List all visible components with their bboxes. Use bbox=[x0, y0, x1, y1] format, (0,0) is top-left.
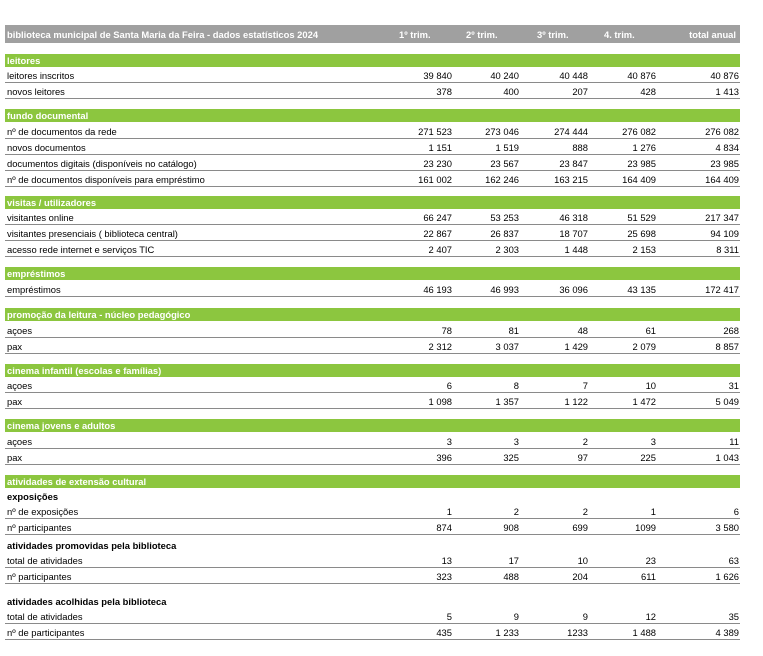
section-fundo-documental bbox=[5, 109, 740, 122]
cell-total: 6 bbox=[733, 506, 739, 517]
cell-q3: 1 122 bbox=[564, 396, 588, 407]
row-label: nº de documentos da rede bbox=[7, 126, 117, 137]
table-row bbox=[5, 378, 740, 393]
cell-q3: 10 bbox=[577, 555, 588, 566]
cell-q4: 276 082 bbox=[622, 126, 656, 137]
cell-q1: 46 193 bbox=[423, 284, 452, 295]
row-label: nº de exposições bbox=[7, 506, 79, 517]
cell-q2: 26 837 bbox=[490, 228, 519, 239]
cell-total: 8 857 bbox=[715, 341, 739, 352]
cell-total: 94 109 bbox=[710, 228, 739, 239]
section-visitas bbox=[5, 196, 740, 209]
subheading-promovidas bbox=[5, 538, 740, 552]
section-title: cinema jovens e adultos bbox=[7, 420, 116, 431]
cell-q1: 5 bbox=[446, 611, 452, 622]
cell-q4: 12 bbox=[645, 611, 656, 622]
subheading-label: exposições bbox=[7, 491, 59, 502]
section-cinema-infantil bbox=[5, 364, 740, 377]
cell-q2: 46 993 bbox=[490, 284, 519, 295]
section-title: empréstimos bbox=[7, 268, 66, 279]
cell-q4: 40 876 bbox=[627, 70, 656, 81]
cell-total: 1 043 bbox=[715, 452, 739, 463]
cell-q4: 2 079 bbox=[632, 341, 656, 352]
header-col-4: 4. trim. bbox=[604, 29, 635, 40]
cell-q2: 2 bbox=[513, 506, 519, 517]
cell-q3: 163 215 bbox=[554, 174, 588, 185]
cell-q1: 78 bbox=[441, 325, 452, 336]
cell-q2: 8 bbox=[513, 380, 519, 391]
cell-q4: 225 bbox=[640, 452, 656, 463]
cell-q1: 161 002 bbox=[418, 174, 452, 185]
table-row bbox=[5, 450, 740, 465]
header-col-3: 3º trim. bbox=[537, 29, 569, 40]
row-label: pax bbox=[7, 341, 23, 352]
row-label: nº participantes bbox=[7, 522, 72, 533]
cell-q2: 488 bbox=[503, 571, 519, 582]
cell-total: 40 876 bbox=[710, 70, 739, 81]
cell-total: 276 082 bbox=[705, 126, 739, 137]
section-title: fundo documental bbox=[7, 110, 89, 121]
cell-q1: 396 bbox=[436, 452, 452, 463]
cell-total: 268 bbox=[723, 325, 739, 336]
cell-q1: 23 230 bbox=[423, 158, 452, 169]
section-title: cinema infantil (escolas e famílias) bbox=[7, 365, 162, 376]
cell-q3: 274 444 bbox=[554, 126, 588, 137]
cell-q3: 2 bbox=[582, 436, 588, 447]
cell-q1: 378 bbox=[436, 86, 452, 97]
cell-total: 164 409 bbox=[705, 174, 739, 185]
cell-q4: 23 bbox=[645, 555, 656, 566]
table-row bbox=[5, 504, 740, 519]
cell-q1: 271 523 bbox=[418, 126, 452, 137]
cell-q4: 23 985 bbox=[627, 158, 656, 169]
cell-q1: 2 407 bbox=[428, 244, 452, 255]
table-row bbox=[5, 210, 740, 225]
cell-q1: 66 247 bbox=[423, 212, 452, 223]
table-row bbox=[5, 569, 740, 584]
cell-q2: 2 303 bbox=[495, 244, 519, 255]
header-col-2: 2º trim. bbox=[466, 29, 498, 40]
table-row bbox=[5, 609, 740, 624]
cell-q3: 2 bbox=[582, 506, 588, 517]
cell-q1: 13 bbox=[441, 555, 452, 566]
section-title: visitas / utilizadores bbox=[7, 197, 97, 208]
cell-q3: 699 bbox=[572, 522, 588, 533]
section-extensao-cultural bbox=[5, 475, 740, 488]
cell-q4: 164 409 bbox=[622, 174, 656, 185]
cell-q3: 48 bbox=[577, 325, 588, 336]
table-row bbox=[5, 84, 740, 99]
section-emprestimos bbox=[5, 267, 740, 280]
cell-total: 4 389 bbox=[715, 627, 739, 638]
cell-q4: 428 bbox=[640, 86, 656, 97]
cell-q1: 874 bbox=[436, 522, 452, 533]
subheading-label: atividades promovidas pela biblioteca bbox=[7, 540, 177, 551]
cell-q3: 18 707 bbox=[559, 228, 588, 239]
cell-q2: 162 246 bbox=[485, 174, 519, 185]
cell-q4: 61 bbox=[645, 325, 656, 336]
row-label: visitantes online bbox=[7, 212, 74, 223]
cell-q4: 51 529 bbox=[627, 212, 656, 223]
table-row bbox=[5, 226, 740, 241]
cell-q2: 3 037 bbox=[495, 341, 519, 352]
cell-total: 1 413 bbox=[715, 86, 739, 97]
cell-total: 1 626 bbox=[715, 571, 739, 582]
row-label: pax bbox=[7, 452, 23, 463]
cell-q1: 22 867 bbox=[423, 228, 452, 239]
row-label: acesso rede internet e serviços TIC bbox=[7, 244, 155, 255]
row-label: nº de participantes bbox=[7, 627, 85, 638]
cell-total: 217 347 bbox=[705, 212, 739, 223]
row-label: total de atividades bbox=[7, 555, 83, 566]
cell-q2: 400 bbox=[503, 86, 519, 97]
header-col-total: total anual bbox=[689, 29, 736, 40]
cell-q3: 1 429 bbox=[564, 341, 588, 352]
cell-q1: 323 bbox=[436, 571, 452, 582]
cell-q1: 1 098 bbox=[428, 396, 452, 407]
row-label: açoes bbox=[7, 325, 33, 336]
cell-q4: 1099 bbox=[635, 522, 656, 533]
section-title: atividades de extensão cultural bbox=[7, 476, 147, 487]
row-label: nº participantes bbox=[7, 571, 72, 582]
table-row bbox=[5, 242, 740, 257]
cell-q3: 7 bbox=[582, 380, 588, 391]
row-label: açoes bbox=[7, 436, 33, 447]
cell-total: 4 834 bbox=[715, 142, 739, 153]
cell-q3: 1 448 bbox=[564, 244, 588, 255]
cell-total: 3 580 bbox=[715, 522, 739, 533]
section-title: promoção da leitura - núcleo pedagógico bbox=[7, 309, 191, 320]
cell-q2: 53 253 bbox=[490, 212, 519, 223]
cell-total: 23 985 bbox=[710, 158, 739, 169]
cell-q3: 1233 bbox=[567, 627, 588, 638]
subheading-label: atividades acolhidas pela biblioteca bbox=[7, 596, 167, 607]
table-row bbox=[5, 434, 740, 449]
table-row bbox=[5, 172, 740, 187]
cell-q3: 46 318 bbox=[559, 212, 588, 223]
cell-q2: 3 bbox=[513, 436, 519, 447]
cell-q2: 40 240 bbox=[490, 70, 519, 81]
cell-total: 5 049 bbox=[715, 396, 739, 407]
cell-q3: 23 847 bbox=[559, 158, 588, 169]
cell-q4: 1 bbox=[650, 506, 656, 517]
cell-q4: 25 698 bbox=[627, 228, 656, 239]
table-header bbox=[5, 25, 740, 43]
cell-q2: 17 bbox=[508, 555, 519, 566]
cell-total: 172 417 bbox=[705, 284, 739, 295]
cell-q4: 10 bbox=[645, 380, 656, 391]
row-label: nº de documentos disponíveis para empréstimo bbox=[7, 174, 205, 185]
cell-q3: 207 bbox=[572, 86, 588, 97]
table-row bbox=[5, 520, 740, 535]
cell-q3: 888 bbox=[572, 142, 588, 153]
cell-q2: 908 bbox=[503, 522, 519, 533]
row-label: documentos digitais (disponíveis no catálogo) bbox=[7, 158, 197, 169]
cell-q4: 1 488 bbox=[632, 627, 656, 638]
table-row bbox=[5, 553, 740, 568]
table-row bbox=[5, 282, 740, 297]
header-col-1: 1º trim. bbox=[399, 29, 431, 40]
cell-q1: 2 312 bbox=[428, 341, 452, 352]
cell-total: 63 bbox=[728, 555, 739, 566]
cell-q2: 1 357 bbox=[495, 396, 519, 407]
header-title: biblioteca municipal de Santa Maria da Feira - dados estatísticos 2024 bbox=[7, 29, 319, 40]
section-promocao-leitura bbox=[5, 308, 740, 321]
row-label: leitores inscritos bbox=[7, 70, 75, 81]
cell-q1: 1 bbox=[446, 506, 452, 517]
subheading-exposicoes bbox=[5, 489, 740, 503]
cell-q4: 43 135 bbox=[627, 284, 656, 295]
cell-q2: 81 bbox=[508, 325, 519, 336]
cell-q3: 40 448 bbox=[559, 70, 588, 81]
table-row bbox=[5, 140, 740, 155]
cell-q3: 97 bbox=[577, 452, 588, 463]
table-row bbox=[5, 625, 740, 640]
row-label: açoes bbox=[7, 380, 33, 391]
cell-q2: 9 bbox=[513, 611, 519, 622]
cell-total: 31 bbox=[728, 380, 739, 391]
row-label: total de atividades bbox=[7, 611, 83, 622]
cell-q1: 6 bbox=[446, 380, 452, 391]
cell-q2: 1 519 bbox=[495, 142, 519, 153]
table-row bbox=[5, 156, 740, 171]
cell-q4: 611 bbox=[641, 571, 656, 582]
cell-q4: 3 bbox=[650, 436, 656, 447]
cell-q2: 1 233 bbox=[495, 627, 519, 638]
table-row bbox=[5, 124, 740, 139]
cell-q1: 39 840 bbox=[423, 70, 452, 81]
cell-q1: 435 bbox=[436, 627, 452, 638]
section-title: leitores bbox=[7, 55, 41, 66]
row-label: visitantes presenciais ( biblioteca central) bbox=[7, 228, 178, 239]
cell-q4: 1 276 bbox=[632, 142, 656, 153]
row-label: novos leitores bbox=[7, 86, 65, 97]
cell-total: 8 311 bbox=[716, 244, 739, 255]
cell-total: 11 bbox=[729, 436, 739, 447]
cell-q3: 36 096 bbox=[559, 284, 588, 295]
row-label: novos documentos bbox=[7, 142, 86, 153]
section-cinema-jovens bbox=[5, 419, 740, 432]
cell-total: 35 bbox=[728, 611, 739, 622]
table-row bbox=[5, 394, 740, 409]
section-leitores bbox=[5, 54, 740, 67]
cell-q1: 3 bbox=[446, 436, 452, 447]
cell-q1: 1 151 bbox=[428, 142, 452, 153]
table-row bbox=[5, 68, 740, 83]
table-row bbox=[5, 339, 740, 354]
cell-q2: 23 567 bbox=[490, 158, 519, 169]
cell-q3: 204 bbox=[572, 571, 588, 582]
row-label: empréstimos bbox=[7, 284, 61, 295]
row-label: pax bbox=[7, 396, 23, 407]
table-row bbox=[5, 323, 740, 338]
cell-q4: 1 472 bbox=[632, 396, 656, 407]
cell-q4: 2 153 bbox=[632, 244, 656, 255]
cell-q2: 273 046 bbox=[485, 126, 519, 137]
subheading-acolhidas bbox=[5, 594, 740, 608]
cell-q2: 325 bbox=[503, 452, 519, 463]
cell-q3: 9 bbox=[582, 611, 588, 622]
